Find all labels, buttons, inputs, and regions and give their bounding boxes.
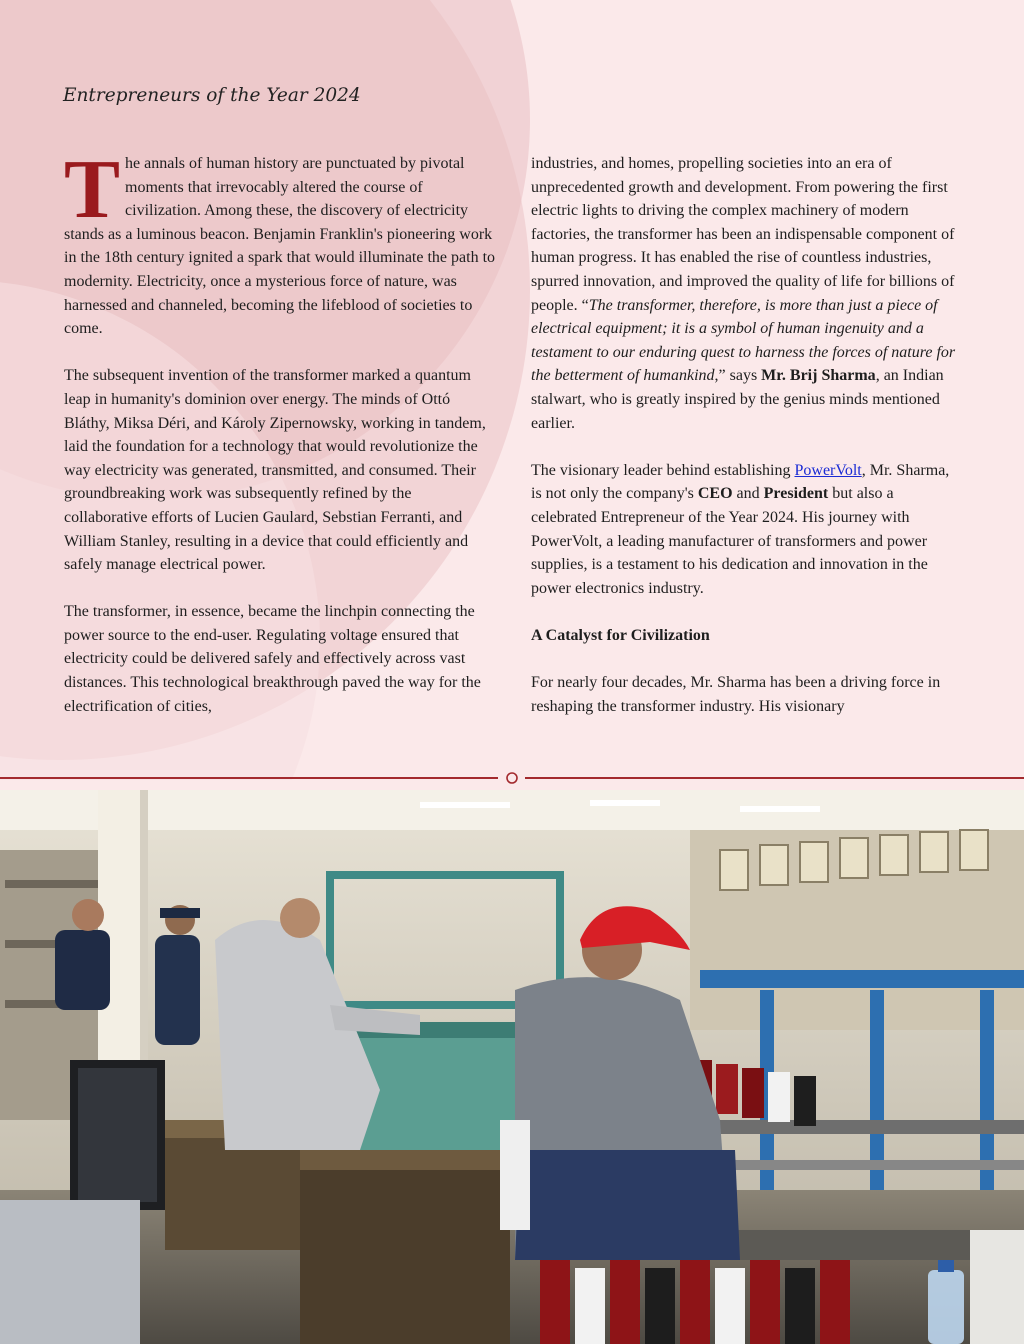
factory-illustration	[0, 790, 1024, 1344]
text-segment: ,” says	[714, 367, 762, 385]
intro-text: he annals of human history are punctuated by pivotal moments that irrevocably altered the course of civilization. Among these, the discovery of electricity stands as a luminous beacon. Benjamin Franklin's pioneering work in the 18th century ignited a spark that would illuminate the path to modernity. Electricity, once a mysterious force of nature, was harnessed and channeled, becoming the lifeblood of societies to come.	[64, 155, 496, 338]
section-divider	[0, 770, 1024, 786]
text-segment: , Mr. Sharma, is not only the company's	[531, 461, 950, 503]
paragraph-four-decades: For nearly four decades, Mr. Sharma has been a driving force in reshaping the transformer industry. His visionary	[531, 674, 941, 715]
paragraph-progress	[531, 152, 963, 435]
text-segment: , an Indian stalwart, who is greatly inspired by the genius minds mentioned earlier.	[531, 367, 944, 432]
title-president: President	[763, 485, 829, 503]
article-column-left	[64, 143, 496, 718]
text-segment: and	[732, 485, 764, 503]
powervolt-link[interactable]: PowerVolt	[794, 461, 862, 479]
text-segment: industries, and homes, propelling societies into an era of unprecedented growth and development. From powering the first electric lights to driving the complex machinery of modern factories, the transformer has been an indispensable component of human progress. It has enabled the rise of countless industries, spurred innovation, and improved the quality of life for billions of people. “	[531, 155, 955, 314]
title-ceo: CEO	[697, 485, 733, 503]
person-name: Mr. Brij Sharma	[761, 367, 876, 385]
running-head: Entrepreneurs of the Year 2024	[63, 85, 361, 106]
factory-workers-photo	[0, 790, 1024, 1344]
drop-cap: T	[64, 143, 121, 236]
article-column-right	[531, 152, 963, 718]
paragraph-visionary-leader	[531, 459, 963, 601]
quote-text: The transformer, therefore, is more than just a piece of electrical equipment; it is a symbol of human ingenuity and a testament to our enduring quest to harness the forces of nature for the betterment of humankind	[531, 296, 956, 385]
section-subhead: A Catalyst for Civilization	[531, 626, 710, 644]
text-segment: but also a celebrated Entrepreneur of the Year 2024. His journey with PowerVolt, a leading manufacturer of transformers and power supplies, is a testament to his dedication and innovation in the power electronics industry.	[531, 485, 928, 597]
text-segment: The visionary leader behind establishing	[531, 461, 795, 479]
paragraph-linchpin: The transformer, in essence, became the linchpin connecting the power source to the end-user. Regulating voltage ensured that electricity could be delivered safely and effectively across vast distances. This technological breakthrough paved the way for the electrification of cities,	[64, 603, 481, 715]
paragraph-intro	[64, 143, 496, 341]
paragraph-transformer-invention: The subsequent invention of the transformer marked a quantum leap in humanity's dominion over energy. The minds of Ottó Bláthy, Miksa Déri, and Károly Zipernowsky, working in tandem, laid the foundation for a technology that would revolutionize the way electricity was generated, transmitted, and consumed. Their groundbreaking work was subsequently refined by the collaborative efforts of Lucien Gaulard, Sebstian Ferranti, and William Stanley, resulting in a device that could efficiently and safely manage electrical power.	[64, 367, 486, 574]
